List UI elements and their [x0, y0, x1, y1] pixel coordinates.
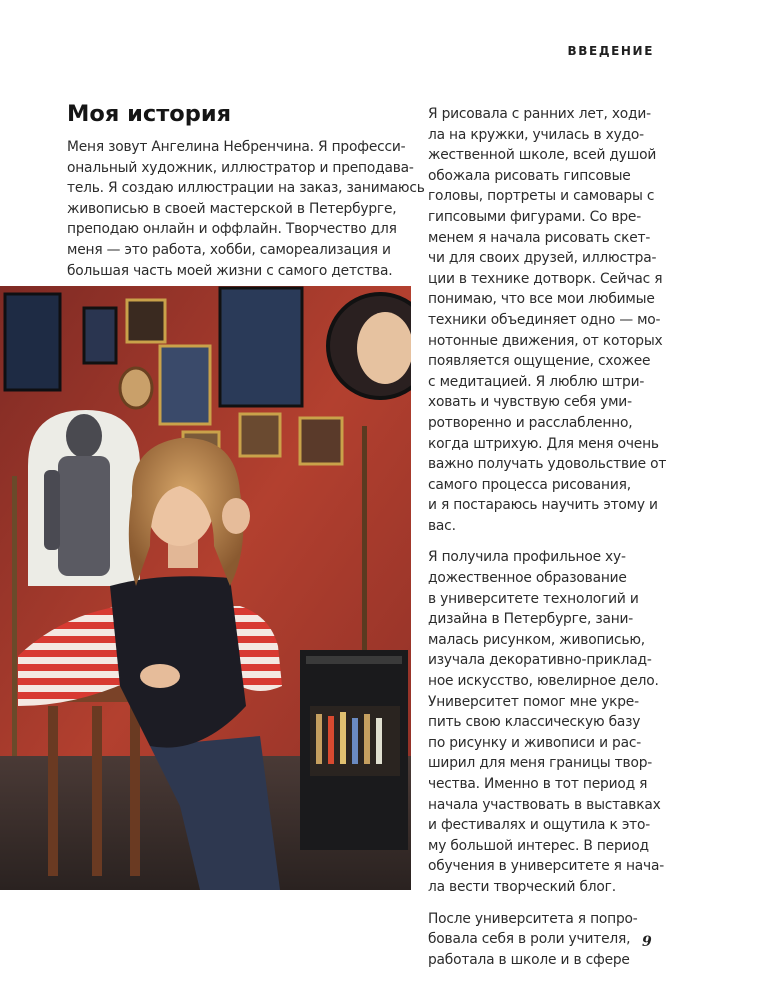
- text-line: обожала рисовать гипсовые: [428, 167, 631, 184]
- text-line: дожественное образование: [428, 570, 627, 587]
- text-line: ональный художник, иллюстратор и преподава-: [67, 159, 414, 176]
- text-line: ла на кружки, училась в худо-: [428, 126, 644, 143]
- text-line: работала в школе и в сфере: [428, 951, 630, 968]
- section-label: ВВЕДЕНИЕ: [567, 44, 654, 58]
- paragraph: [428, 909, 728, 971]
- text-line: чества. Именно в тот период я: [428, 776, 648, 792]
- text-line: малась рисунком, живописью,: [428, 631, 645, 648]
- text-line: и я постараюсь научить этому и: [428, 497, 658, 514]
- text-line: большая часть моей жизни с самого детства.: [67, 262, 393, 279]
- text-line: тель. Я создаю иллюстрации на заказ, занимаюсь: [67, 180, 425, 197]
- text-line: нотонные движения, от которых: [428, 332, 663, 349]
- text-line: менем я начала рисовать скет-: [428, 229, 651, 246]
- text-line: по рисунку и живописи и рас-: [428, 734, 642, 751]
- paragraph: [428, 547, 728, 897]
- text-line: ширил для меня границы твор-: [428, 755, 653, 772]
- text-line: дизайна в Петербурге, зани-: [428, 611, 634, 628]
- text-line: с медитацией. Я люблю штри-: [428, 373, 645, 390]
- text-line: в университете технологий и: [428, 590, 639, 607]
- text-line: обучения в университете я нача-: [428, 858, 665, 875]
- chapter-title: Моя история: [67, 101, 232, 127]
- text-line: важно получать удовольствие от: [428, 456, 667, 473]
- main-text-column: [428, 104, 728, 970]
- paragraph: [428, 104, 728, 536]
- text-line: пить свою классическую базу: [428, 714, 641, 731]
- text-line: живописью в своей мастерской в Петербурге,: [67, 200, 397, 217]
- text-line: ное искусство, ювелирное дело.: [428, 673, 659, 690]
- text-line: вас.: [428, 517, 456, 534]
- text-line: Университет помог мне укре-: [428, 693, 639, 710]
- text-line: изучала декоративно-приклад-: [428, 652, 652, 669]
- text-line: Я рисовала с ранних лет, ходи-: [428, 106, 651, 122]
- text-line: понимаю, что все мои любимые: [428, 291, 655, 308]
- text-line: чи для своих друзей, иллюстра-: [428, 250, 657, 267]
- text-line: гипсовыми фигурами. Со вре-: [428, 208, 641, 225]
- text-line: появляется ощущение, схожее: [428, 353, 651, 370]
- text-line: жественной школе, всей душой: [428, 147, 657, 164]
- text-line: ховать и чувствую себя уми-: [428, 394, 632, 411]
- text-line: самого процесса рисования,: [428, 476, 631, 493]
- text-line: бовала себя в роли учителя,: [428, 931, 631, 948]
- text-line: После университета я попро-: [428, 910, 638, 927]
- text-line: головы, портреты и самовары с: [428, 188, 655, 205]
- page-number: 9: [642, 934, 652, 950]
- artist-studio-photo: [0, 286, 411, 890]
- text-line: му большой интерес. В период: [428, 837, 649, 854]
- intro-paragraph: [67, 137, 425, 281]
- text-line: ции в технике дотворк. Сейчас я: [428, 270, 663, 287]
- text-line: Меня зовут Ангелина Небренчина. Я професси-: [67, 139, 406, 155]
- text-line: меня — это работа, хобби, самореализация и: [67, 241, 391, 258]
- text-line: ротворенно и расслабленно,: [428, 414, 633, 431]
- text-line: Я получила профильное ху-: [428, 549, 626, 566]
- text-line: начала участвовать в выставках: [428, 796, 661, 813]
- text-line: ла вести творческий блог.: [428, 878, 616, 895]
- text-line: и фестивалях и ощутила к это-: [428, 817, 651, 834]
- text-line: когда штрихую. Для меня очень: [428, 435, 659, 452]
- text-line: техники объединяет одно — мо-: [428, 311, 661, 328]
- text-line: преподаю онлайн и оффлайн. Творчество для: [67, 221, 397, 238]
